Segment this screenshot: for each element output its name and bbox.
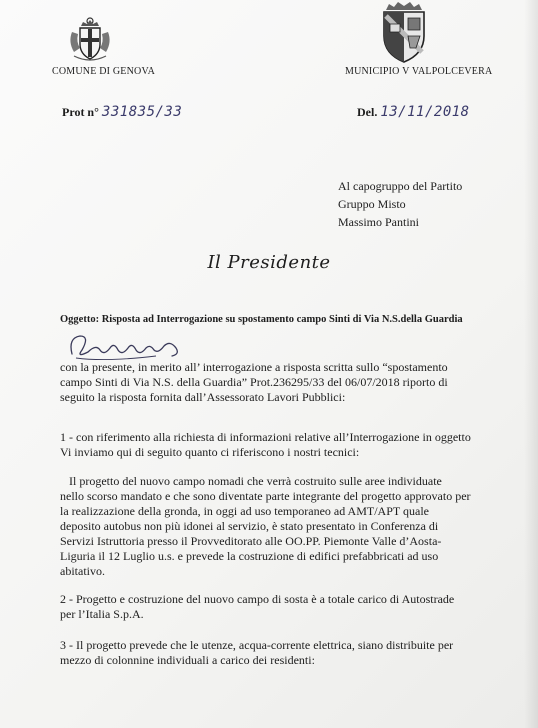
paragraph-line: per l’Italia S.p.A. [60, 607, 144, 621]
body-paragraph [60, 592, 500, 622]
paragraph-line: Servizi Istruttoria presso il Provveditorato alle OO.PP. Piemonte Valle d’Aosta- [60, 534, 442, 548]
paragraph-line: Liguria il 12 Luglio u.s. e prevede la costruzione di edifici prefabbricati ad uso [60, 549, 439, 563]
municipio-emblem-icon [372, 0, 436, 64]
addressee-block [338, 177, 462, 231]
genova-coat-of-arms-icon [64, 12, 116, 64]
addressee-line: Al capogruppo del Partito [338, 179, 463, 193]
protocol-label: Prot n° [62, 105, 99, 119]
date-value: 13/11/2018 [380, 104, 470, 120]
paragraph-line: deposito autobus non più idonei al servizio, è stato presentato in Conferenza di [60, 519, 439, 533]
president-title: Il Presidente [207, 252, 331, 273]
paragraph-line: la realizzazione della gronda, in oggi ad uso temporaneo ad AMT/APT quale [60, 504, 429, 518]
addressee-line: Gruppo Misto [338, 197, 406, 211]
paragraph-line: 1 - con riferimento alla richiesta di informazioni relative all’Interrogazione in oggetto [60, 430, 471, 444]
paragraph-line: 2 - Progetto e costruzione del nuovo campo di sosta è a totale carico di Autostrade [60, 592, 455, 606]
protocol-date-field [357, 104, 470, 120]
page-shadow-edge [524, 0, 538, 728]
paragraph-line: abitativo. [60, 564, 105, 578]
body-paragraph [60, 638, 500, 668]
paragraph-line: Il progetto del nuovo campo nomadi che verrà costruito sulle aree individuate [60, 474, 442, 488]
body-paragraph [60, 360, 500, 405]
body-paragraph [60, 474, 500, 579]
body-paragraph [60, 430, 500, 460]
date-label: Del. [357, 105, 378, 119]
protocol-number: 331835/33 [101, 104, 183, 120]
paragraph-line: campo Sinti di Via N.S. della Guardia” Prot.236295/33 del 06/07/2018 riporto di [60, 375, 448, 389]
municipio-label: MUNICIPIO V VALPOLCEVERA [345, 66, 493, 77]
protocol-number-field [62, 104, 182, 120]
paragraph-line: con la presente, in merito all’ interrogazione a risposta scritta sullo “spostamento [60, 360, 448, 374]
paragraph-line: Vi inviamo qui di seguito quanto ci riferiscono i nostri tecnici: [60, 445, 360, 459]
paragraph-line: nello scorso mandato e che sono diventate parte integrante del progetto approvato per [60, 489, 471, 503]
paragraph-line: 3 - Il progetto prevede che le utenze, acqua-corrente elettrica, siano distribuite per [60, 638, 454, 652]
subject-line: Oggetto: Risposta ad Interrogazione su spostamento campo Sinti di Via N.S.della Guardia [60, 314, 463, 325]
addressee-line: Massimo Pantini [338, 215, 420, 229]
paragraph-line: mezzo di colonnine individuali a carico dei residenti: [60, 653, 315, 667]
comune-label: COMUNE DI GENOVA [52, 66, 156, 77]
paragraph-line: seguito la risposta fornita dall’Assessorato Lavori Pubblici: [60, 390, 346, 404]
handwritten-salutation-icon [66, 328, 186, 364]
